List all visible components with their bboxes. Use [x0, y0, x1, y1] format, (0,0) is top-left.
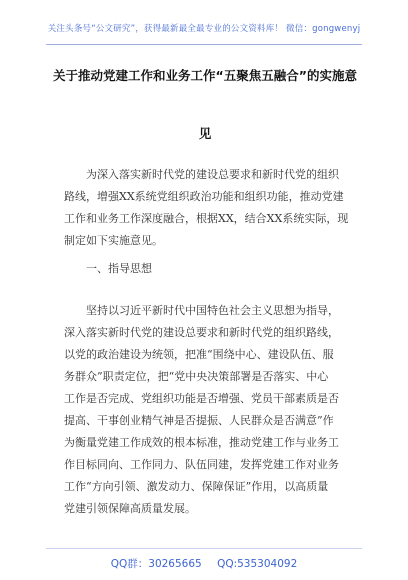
header-divider: [46, 44, 362, 45]
paragraph-line: 党建引领保障高质量发展。: [64, 502, 196, 515]
paragraph-line: 以党的政治建设为统领，把准“围绕中心、建设队伍、服: [64, 348, 334, 361]
paragraph-line: 坚持以习近平新时代中国特色社会主义思想为指导，: [86, 304, 339, 317]
paragraph-line: 工作是否完成、党组织功能是否增强、党员干部素质是否: [64, 392, 339, 405]
paragraph-line: 务群众”职责定位，把“党中央决策部署是否落实、中心: [64, 370, 329, 383]
paragraph-line: 为深入落实新时代党的建设总要求和新时代党的组织: [86, 168, 339, 181]
paragraph-line: 提高、干事创业精气神是否提振、人民群众是否满意”作: [64, 414, 334, 427]
paragraph-line: 工作和业务工作深度融合，根据XX，结合XX系统实际，现: [64, 212, 349, 225]
footer-contact: [0, 556, 408, 571]
paragraph-line: 为衡量党建工作成效的根本标准，推动党建工作与业务工: [64, 436, 339, 449]
paragraph-line: 深入落实新时代党的建设总要求和新时代党的组织路线，: [64, 326, 339, 339]
paragraph-line: 路线，增强XX系统党组织政治功能和组织功能，推动党建: [64, 190, 344, 203]
intro-paragraph: [64, 164, 356, 252]
paragraph-line: 制定如下实施意见。: [64, 234, 163, 247]
paragraph-line: 作目标同向、工作同力、队伍同建，发挥党建工作对业务: [64, 458, 339, 471]
footer-divider: [46, 548, 362, 549]
footer-qq: QQ:535304092: [217, 558, 298, 570]
document-title-line-2: 见: [198, 126, 212, 141]
document-title-line-1: 关于推动党建工作和业务工作“五聚焦五融合”的实施意: [53, 68, 357, 83]
section-heading-guiding-ideology: 一、指导思想: [86, 262, 152, 275]
footer-qq-group: QQ群：30265665: [110, 558, 202, 570]
section1-paragraph: [64, 300, 356, 520]
header-banner: 关注头条号“公文研究”，获得最新最全最专业的公文资料库！ 微信：gongwenyj: [47, 24, 361, 34]
paragraph-line: 工作“方向引领、激发动力、保障保证”作用，以高质量: [64, 480, 329, 493]
